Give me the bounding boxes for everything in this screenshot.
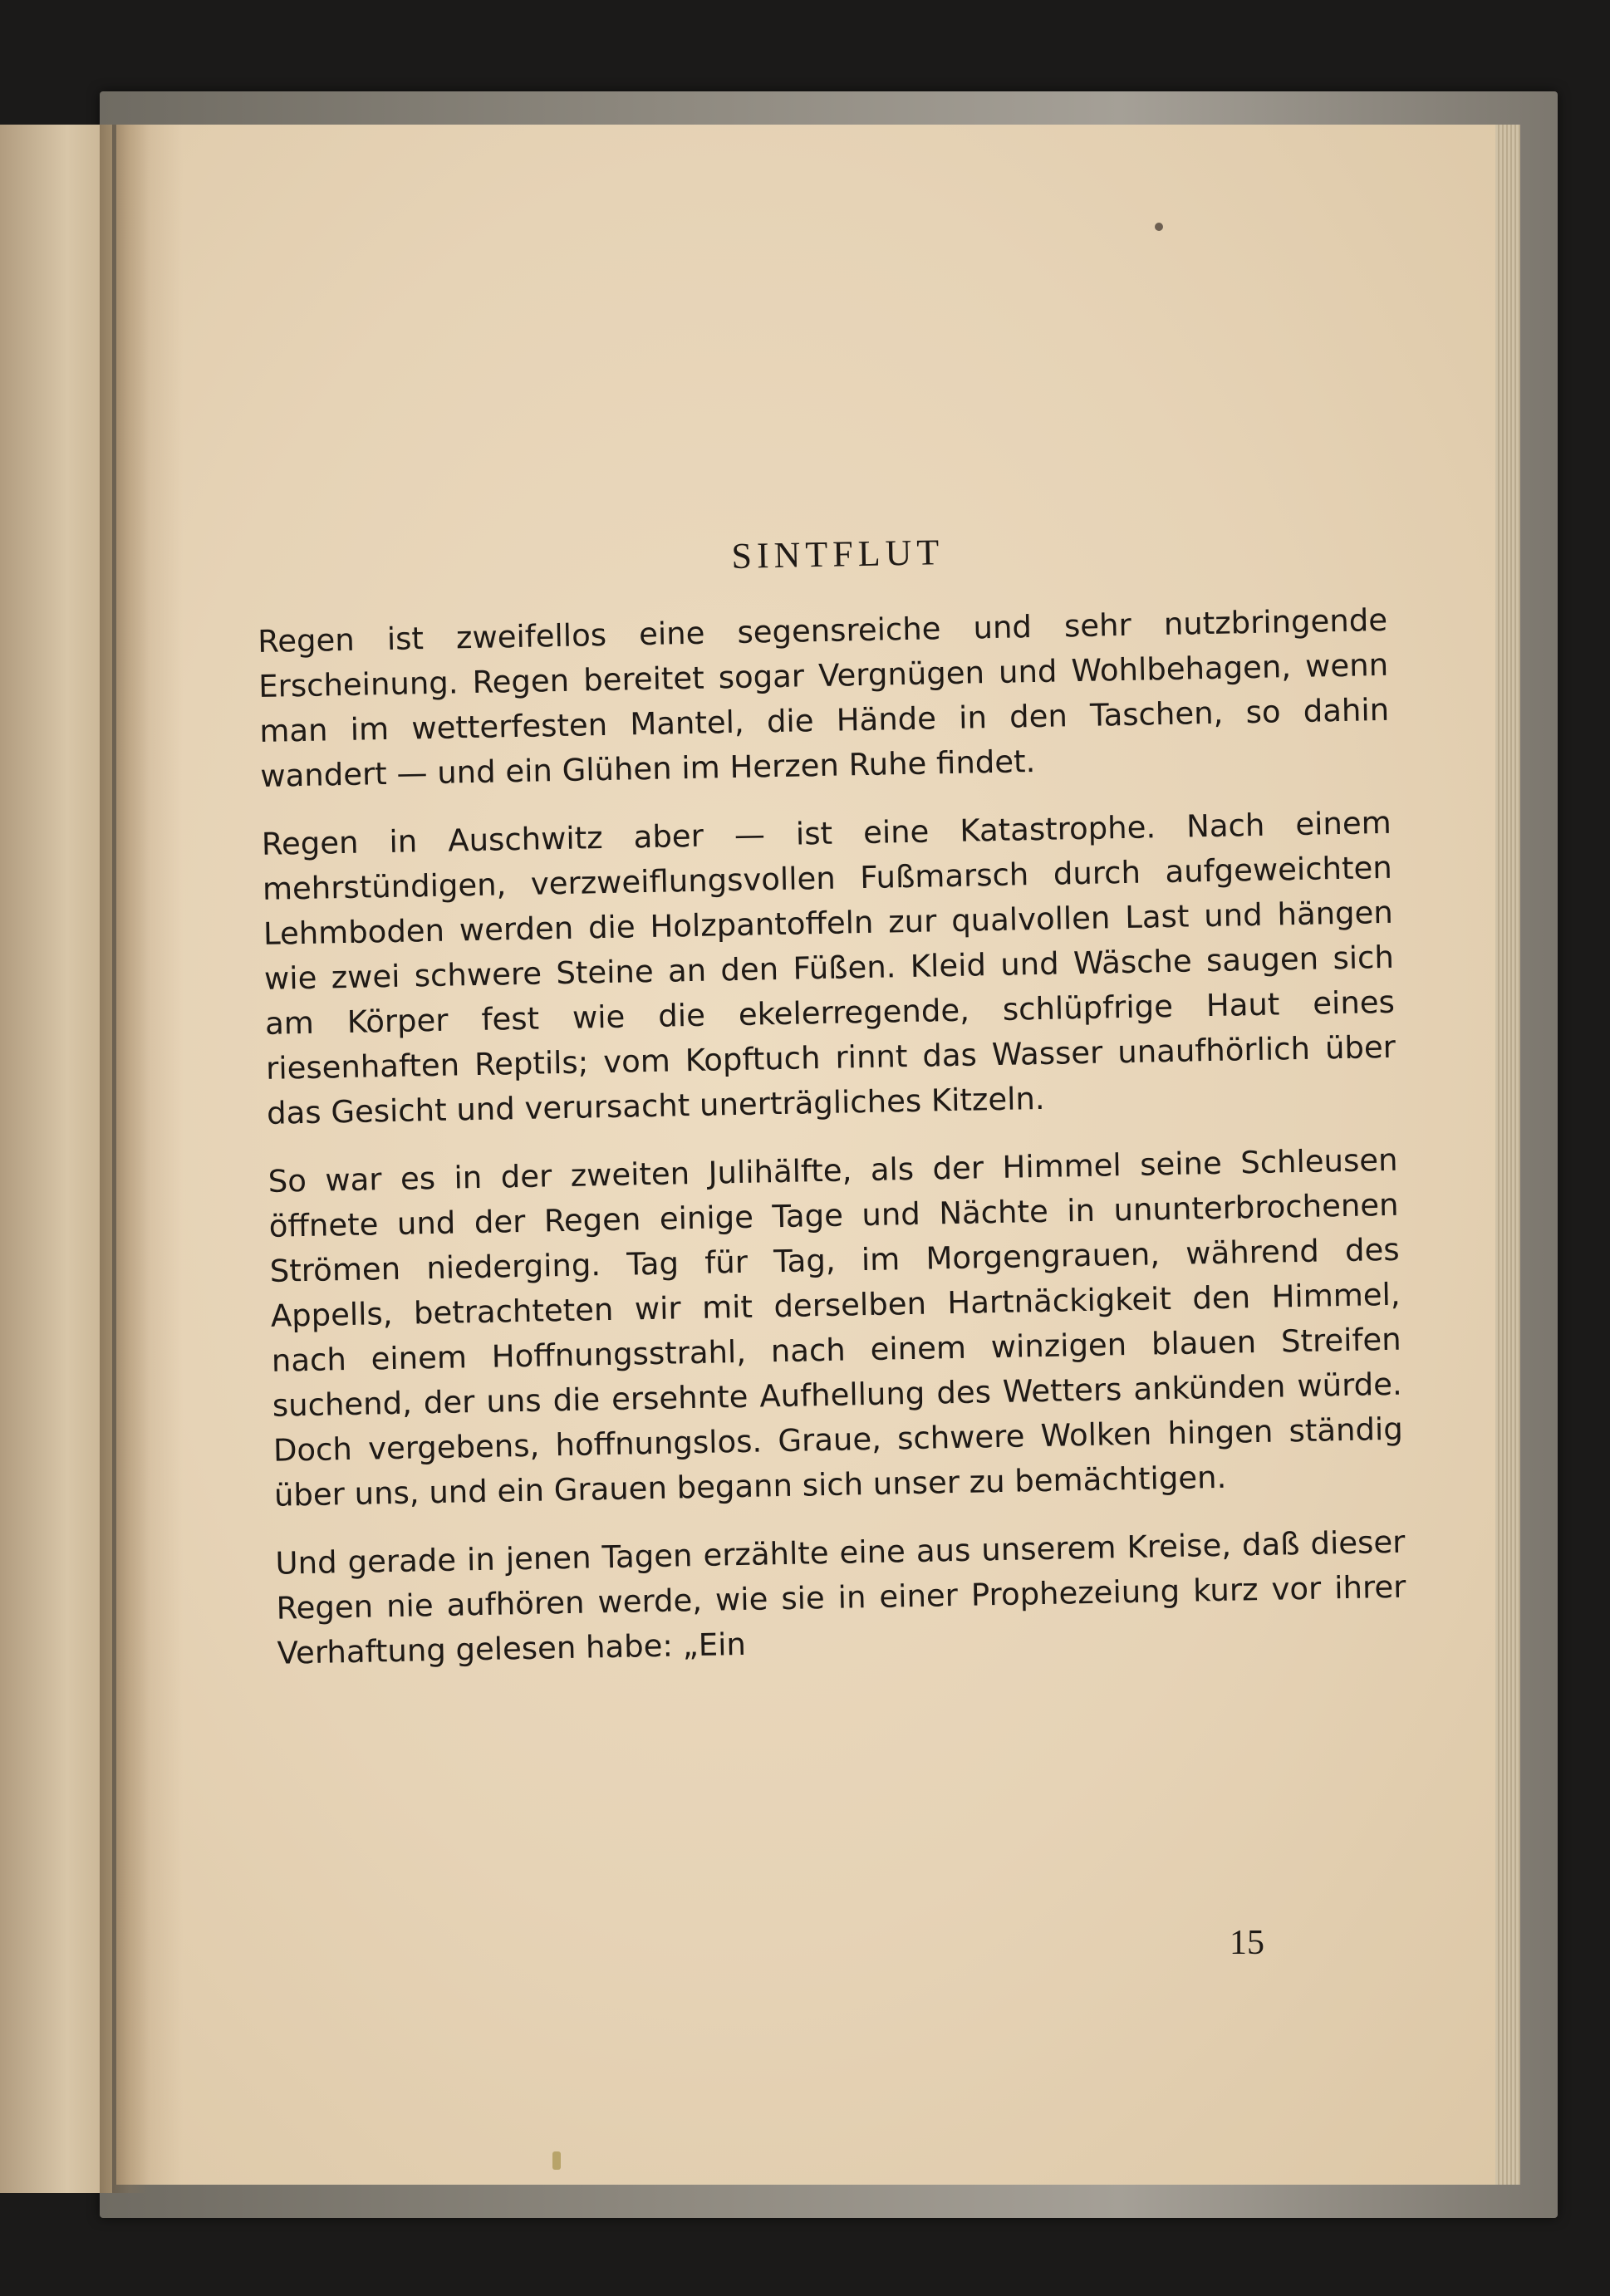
page-number: 15 xyxy=(1230,1924,1264,1962)
paragraph-4: Und gerade in jenen Tagen erzählte eine aus unserem Kreise, daß dieser Regen nie aufhören werde, wie sie in einer Prophezeiung kurz vor ihrer Verhaftung gelesen habe: „Ein xyxy=(275,1523,1406,1671)
ink-spot xyxy=(1155,223,1163,231)
chapter-title: SINTFLUT xyxy=(731,532,945,577)
clip-marker xyxy=(552,2151,561,2170)
paragraph-2: Regen in Auschwitz aber — ist eine Katastrophe. Nach einem mehrstündigen, verzweiflungsvollen Fußmarsch durch aufgeweichten Lehmboden werden die Holzpantoffeln zur qualvollen Last und hängen wie zwei schwere Steine an den Füßen. Kleid und Wäsche saugen sich am Körper fest wie die ekelerregende, schlüpfrige Haut eines riesenhaften Reptils; vom Kopftuch rinnt das Wasser unaufhörlich über das Gesicht und verursacht unerträgliches Kitzeln. xyxy=(261,804,1396,1131)
paragraph-1: Regen ist zweifellos eine segensreiche und sehr nutzbringende Erscheinung. Regen bereitet sogar Vergnügen und Wohlbehagen, wenn man im wetterfesten Mantel, die Hände in den Taschen, so dahin wandert — und ein Glühen im Herzen Ruhe findet. xyxy=(257,601,1390,794)
book-page xyxy=(116,125,1495,2185)
book-gutter xyxy=(100,125,150,2193)
paragraph-3: So war es in der zweiten Julihälfte, als der Himmel seine Schleusen öffnete und der Regen einige Tage und Nächte in ununterbrochenen Strömen niederging. Tag für Tag, im Morgengrauen, während des Appells, betrachteten wir mit derselben Hartnäckigkeit den Himmel, nach einem Hoffnungsstrahl, nach einem winzigen blauen Streifen suchend, der uns die ersehnte Aufhellung des Wetters ankünden würde. Doch vergebens, hoffnungslos. Graue, schwere Wolken hingen ständig über uns, und ein Grauen begann sich unser zu bemächtigen. xyxy=(268,1141,1404,1513)
text-block xyxy=(256,522,1407,1700)
left-page-edge xyxy=(0,125,112,2193)
